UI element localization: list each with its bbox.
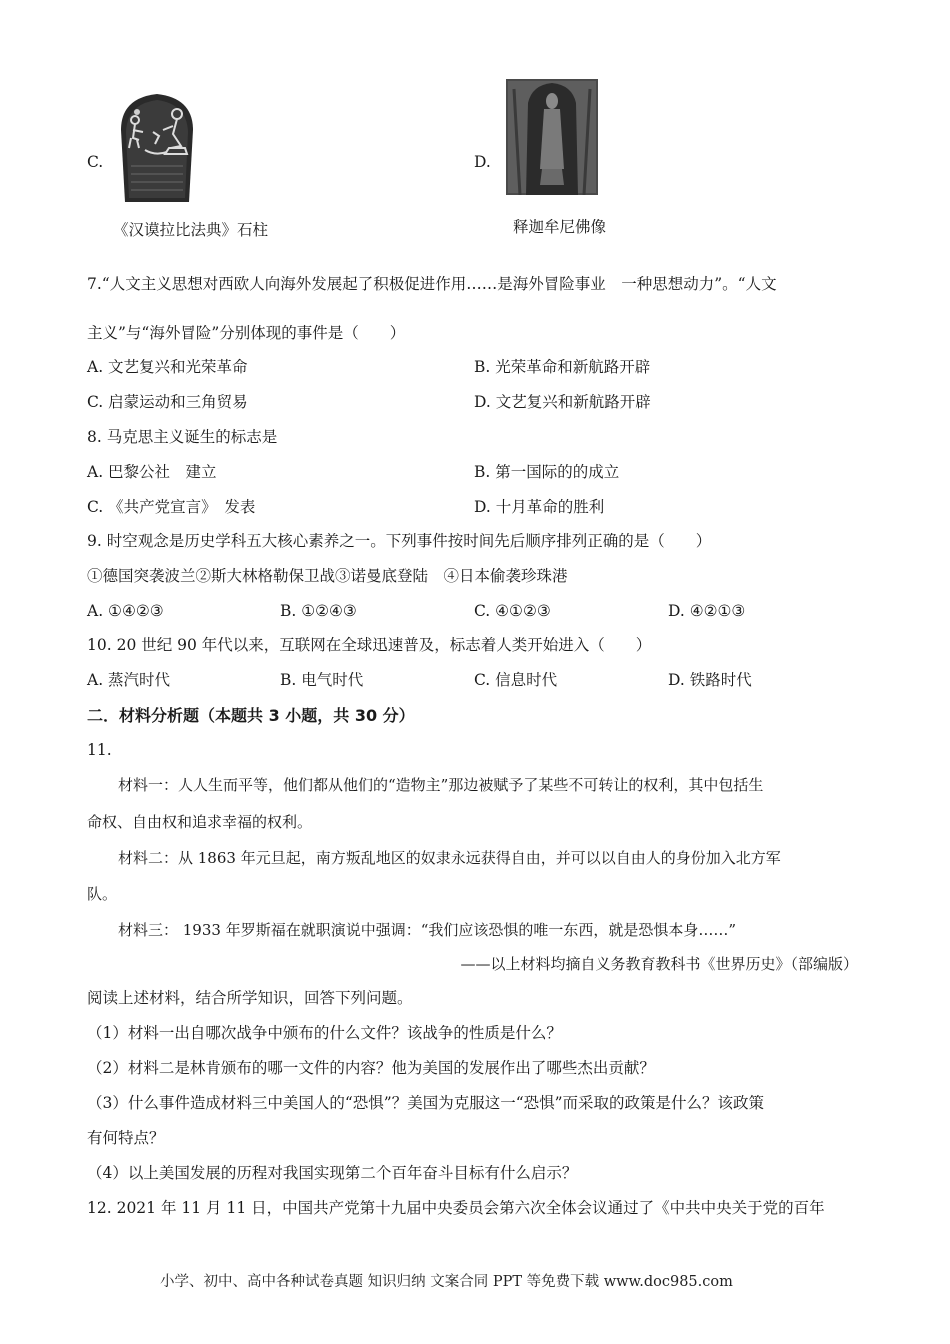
q7-option-c: C. 启蒙运动和三角贸易 [87, 393, 248, 411]
q10-option-c: C. 信息时代 [474, 671, 558, 689]
stone-pillar-relief-icon [115, 90, 199, 202]
q8-option-c: C. 《共产党宣言》 发表 [87, 498, 256, 516]
figure-d-caption: 释迦牟尼佛像 [513, 218, 607, 236]
q7-option-b: B. 光荣革命和新航路开辟 [474, 358, 651, 376]
q9-events: ①德国突袭波兰②斯大林格勒保卫战③诺曼底登陆 ④日本偷袭珍珠港 [87, 567, 568, 585]
q8-option-a: A. 巴黎公社 建立 [87, 463, 217, 481]
q11-material3: 材料三： 1933 年罗斯福在就职演说中强调：“我们应该恐惧的唯一东西，就是恐惧本身……” [118, 921, 737, 939]
q11-number: 11. [87, 741, 112, 759]
q7-stem-line1: 7.“人文主义思想对西欧人向海外发展起了积极促进作用……是海外冒险事业 一种思想动力”。“人文 [87, 275, 777, 293]
page-footer: 小学、初中、高中各种试卷真题 知识归纳 文案合同 PPT 等免费下载 www.doc985.com [160, 1274, 733, 1290]
q11-material1-line1: 材料一：人人生而平等，他们都从他们的“造物主”那边被赋予了某些不可转让的权利，其中包括生 [118, 776, 764, 794]
option-d-letter: D. [474, 153, 491, 171]
q11-instruction: 阅读上述材料，结合所学知识，回答下列问题。 [87, 989, 413, 1007]
q11-sub2: （2）材料二是林肯颁布的哪一文件的内容？他为美国的发展作出了哪些杰出贡献？ [87, 1059, 655, 1077]
q7-option-d: D. 文艺复兴和新航路开辟 [474, 393, 651, 411]
q8-option-b: B. 第一国际的的成立 [474, 463, 620, 481]
q10-stem: 10. 20 世纪 90 年代以来，互联网在全球迅速普及，标志着人类开始进入（ ） [87, 636, 652, 654]
q11-sub1: （1）材料一出自哪次战争中颁布的什么文件？该战争的性质是什么？ [87, 1024, 562, 1042]
q11-material2-line1: 材料二：从 1863 年元旦起，南方叛乱地区的奴隶永远获得自由，并可以以自由人的身份加入北方军 [118, 849, 781, 867]
buddha-statue-icon [506, 79, 598, 195]
q7-stem-line2: 主义”与“海外冒险”分别体现的事件是（ ） [87, 324, 406, 342]
q11-material1-line2: 命权、自由权和追求幸福的权利。 [87, 813, 313, 831]
q11-material2-line2: 队。 [87, 885, 118, 903]
q11-sub4: （4）以上美国发展的历程对我国实现第二个百年奋斗目标有什么启示？ [87, 1164, 578, 1182]
q11-sub3-line2: 有何特点？ [87, 1129, 165, 1147]
option-c-letter: C. [87, 153, 104, 171]
figure-c-caption: 《汉谟拉比法典》石柱 [113, 221, 269, 239]
q9-option-d: D. ④②①③ [668, 602, 746, 620]
q10-option-d: D. 铁路时代 [668, 671, 752, 689]
q9-option-b: B. ①②④③ [280, 602, 357, 620]
q11-sub3-line1: （3）什么事件造成材料三中美国人的“恐惧”？美国为克服这一“恐惧”而采取的政策是什么？该政策 [87, 1094, 765, 1112]
q8-stem: 8. 马克思主义诞生的标志是 [87, 428, 278, 446]
q9-option-c: C. ④①②③ [474, 602, 551, 620]
section-2-title: 二．材料分析题（本题共 3 小题，共 30 分） [87, 706, 415, 725]
q7-option-a: A. 文艺复兴和光荣革命 [87, 358, 248, 376]
q9-option-a: A. ①④②③ [87, 602, 164, 620]
q8-option-d: D. 十月革命的胜利 [474, 498, 605, 516]
q10-option-b: B. 电气时代 [280, 671, 364, 689]
q9-stem: 9. 时空观念是历史学科五大核心素养之一。下列事件按时间先后顺序排列正确的是（ ） [87, 532, 712, 550]
q12-stem-line1: 12. 2021 年 11 月 11 日，中国共产党第十九届中央委员会第六次全体会议通过了《中共中央关于党的百年 [87, 1199, 825, 1217]
q11-source: ——以上材料均摘自义务教育教科书《世界历史》（部编版） [460, 955, 858, 973]
q10-option-a: A. 蒸汽时代 [87, 671, 171, 689]
